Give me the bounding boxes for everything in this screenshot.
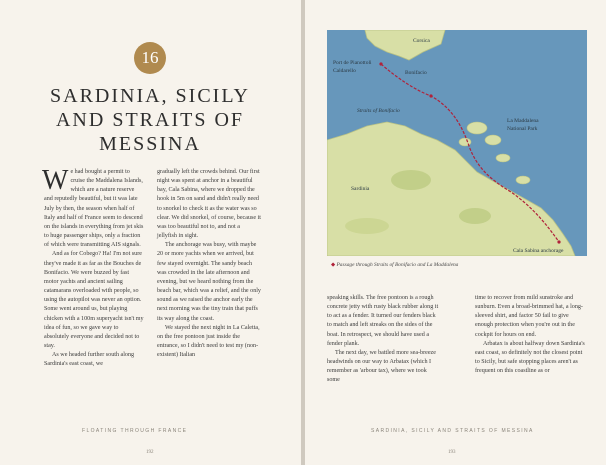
map-land-patch	[391, 170, 431, 190]
map-island	[485, 135, 501, 145]
watercolor-map	[327, 30, 587, 256]
chapter-title	[30, 84, 270, 156]
right-column-1	[327, 294, 441, 386]
map-island	[516, 176, 530, 184]
map-label-maddalena: La Maddalena	[507, 118, 539, 124]
map-label-cala-sabina: Cala Sabina anchorage	[513, 248, 564, 254]
map-label-straits: Straits of Bonifacio	[357, 108, 400, 114]
map-marker-dot	[379, 62, 382, 65]
paragraph: The anchorage was busy, with maybe 20 or more yachts when we arrived, but few stayed overnight. The sandy beach was crowded in the late afternoon and evening, but we heard nothing from the beach bar, which was a relief, and the only sound as we raised the anchor early the next morning was the tiny train that puffs its way along the coast.	[157, 242, 261, 322]
paragraph: We stayed the next night in La Caletta, on the free pontoon just inside the entrance, so I didn't need to test my (non-existent) Italian	[157, 324, 260, 359]
chapter-number-badge: 16	[134, 42, 166, 74]
map-island	[467, 122, 487, 134]
left-page	[0, 0, 301, 465]
paragraph: The next day, we battled more sea-breeze headwinds on our way to Arbatax (which I remember as 'arbour tax), where we took some	[327, 349, 436, 384]
map-label-corsica: Corsica	[413, 38, 430, 44]
drop-cap: W	[42, 165, 69, 196]
left-column-2	[157, 168, 261, 360]
paragraph: speaking skills. The free pontoon is a rough concrete jetty with rusty black rubber along it to act as a fender. It turned our fenders black to match and left streaks on the sides of the boat. In retrospect, we should have used a fender plank.	[327, 295, 439, 347]
paragraph: And as for Cobego? Ha! I'm not sure they've made it as far as the Bouches de Bonifacio. We were buzzed by fast motor yachts and ancient sailing catamarans overloaded with people, so using the autopilot was never an option. Some went around us, but playing chicken with a 100m superyacht isn't my idea of fun, so we gave way to absolutely everyone and decided not to stay.	[44, 251, 144, 349]
map-label-caldarello: Caldarello	[333, 68, 356, 74]
caption-bullet-icon: ◆	[331, 262, 336, 268]
paragraph: Arbatax is about halfway down Sardinia's east coast, so definitely not the closest point to Sicily, but safe stopping places aren't as frequent on this coastline as or	[475, 340, 585, 375]
map-land-patch	[459, 208, 491, 224]
paragraph: gradually left the crowds behind. Our first night was spent at anchor in a beautiful bay, Cala Sabina, where we dropped the hook in 5m on sand and didn't really need to snorkel to check it as the water was so clear. We did snorkel, of course, because it was too beautiful not to, and not a jellyfish in sight.	[157, 169, 261, 240]
map-marker-dot	[429, 94, 432, 97]
chapter-title-line-1: SARDINIA, SICILY	[50, 85, 250, 107]
left-column-1	[42, 165, 144, 369]
map-marker-dot	[557, 240, 560, 243]
chapter-title-line-3: MESSINA	[99, 133, 201, 155]
map-label-national-park: National Park	[507, 126, 538, 132]
page-number: 193	[448, 450, 456, 455]
chapter-title-line-2: AND STRAITS OF	[55, 109, 245, 131]
paragraph: We had bought a permit to cruise the Maddalena Islands, which are a nature reserve and reputedly beautiful, but it was late July by then, the season when half of Italy and half of France seem to descend on the islands in everything from jet skis to huge passenger ships, only a fraction of which were transmitting AIS signals.	[42, 165, 144, 249]
map-label-bonifacio: Bonifacio	[405, 70, 427, 76]
right-page	[305, 0, 606, 465]
paragraph: As we headed further south along Sardinia's east coast, we	[44, 352, 135, 368]
paragraph: time to recover from mild sunstroke and sunburn. Even a broad-brimmed hat, a long-sleeved shirt, and factor 50 fail to give enough protection when you're out in the cockpit for hours on end.	[475, 295, 583, 338]
right-column-2	[475, 294, 587, 376]
running-footer: SARDINIA, SICILY AND STRAITS OF MESSINA	[371, 428, 534, 434]
map-land-patch	[345, 218, 389, 234]
page-number: 192	[146, 450, 154, 455]
map-island	[496, 154, 510, 162]
map-label-port: Port de Pianottoli	[333, 60, 372, 66]
map-caption: ◆ Passage through Straits of Bonifacio and La Maddalena	[331, 262, 459, 268]
map-label-sardinia: Sardinia	[351, 186, 370, 192]
running-footer: FLOATING THROUGH FRANCE	[82, 428, 188, 434]
